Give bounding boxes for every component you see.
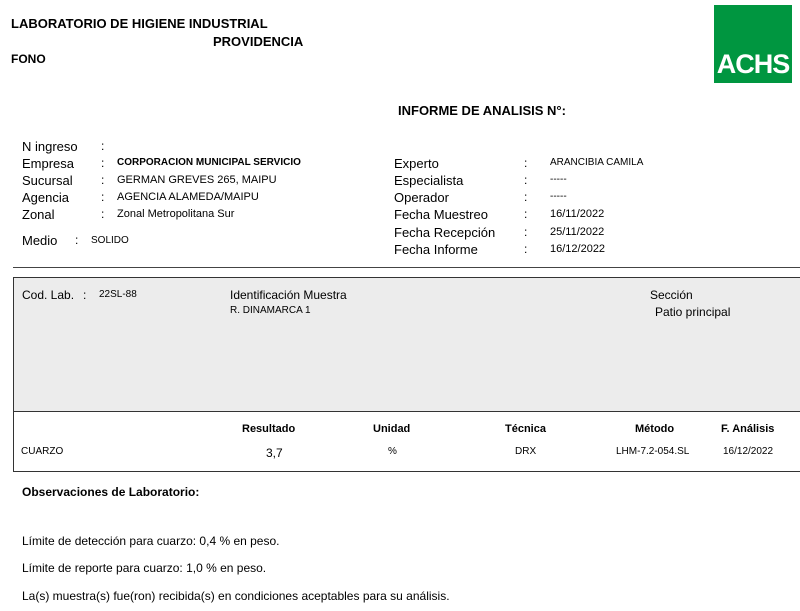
section-value: Patio principal [655, 305, 731, 319]
sample-id-label: Identificación Muestra [230, 288, 347, 302]
observations-title: Observaciones de Laboratorio: [22, 485, 200, 499]
ingreso-label: N ingreso [22, 139, 78, 154]
empresa-label: Empresa [22, 156, 75, 171]
fecha-informe-value: 16/12/2022 [550, 243, 606, 255]
fecha-muestreo-sep: : [524, 207, 528, 221]
cod-lab-sep: : [83, 288, 87, 302]
phone-label: FONO [11, 52, 46, 66]
section-divider [13, 267, 800, 268]
cod-lab-value: 22SL-88 [99, 289, 137, 300]
agencia-sep: : [101, 190, 105, 204]
observation-line: Límite de detección para cuarzo: 0,4 % en peso. [22, 534, 280, 548]
achs-logo-text: ACHS [716, 49, 790, 79]
medio-label: Medio [22, 233, 58, 248]
fecha-muestreo-value: 16/11/2022 [550, 208, 605, 220]
medio-sep: : [75, 233, 79, 247]
fecha-informe-label: Fecha Informe [394, 242, 478, 257]
fecha-muestreo-label: Fecha Muestreo [394, 207, 488, 222]
cod-lab-label: Cod. Lab. [22, 288, 75, 302]
sucursal-label: Sucursal [22, 173, 73, 188]
achs-logo [714, 5, 792, 83]
observation-line: La(s) muestra(s) fue(ron) recibida(s) en condiciones aceptables para su análisis. [22, 589, 450, 603]
ingreso-sep: : [101, 139, 105, 153]
operador-value: ----- [550, 191, 567, 202]
sucursal-value: GERMAN GREVES 265, MAIPU [117, 174, 277, 186]
col-header-tecnica: Técnica [505, 423, 546, 435]
experto-label: Experto [394, 156, 439, 171]
cell-tecnica: DRX [515, 446, 537, 457]
operador-label: Operador [394, 190, 449, 205]
zonal-sep: : [101, 207, 105, 221]
especialista-value: ----- [550, 174, 567, 185]
sucursal-sep: : [101, 173, 105, 187]
empresa-value: CORPORACION MUNICIPAL SERVICIO [117, 157, 301, 168]
especialista-sep: : [524, 173, 528, 187]
fecha-recepcion-value: 25/11/2022 [550, 226, 605, 238]
empresa-sep: : [101, 156, 105, 170]
experto-sep: : [524, 156, 528, 170]
zonal-value: Zonal Metropolitana Sur [117, 208, 235, 220]
col-header-metodo: Método [635, 423, 675, 435]
sample-id-value: R. DINAMARCA 1 [230, 305, 311, 316]
results-table [13, 411, 800, 472]
fecha-recepcion-sep: : [524, 225, 528, 239]
cell-unidad: % [388, 446, 397, 457]
col-header-unidad: Unidad [373, 423, 411, 435]
medio-value: SOLIDO [91, 235, 129, 246]
observation-line: Límite de reporte para cuarzo: 1,0 % en peso. [22, 561, 267, 575]
col-header-resultado: Resultado [242, 423, 296, 435]
cell-metodo: LHM-7.2-054.SL [616, 446, 690, 457]
cell-resultado: 3,7 [266, 446, 283, 460]
fecha-informe-sep: : [524, 242, 528, 256]
report-title: INFORME DE ANALISIS N°: [398, 103, 566, 118]
lab-name: LABORATORIO DE HIGIENE INDUSTRIAL [11, 16, 268, 31]
operador-sep: : [524, 190, 528, 204]
especialista-label: Especialista [394, 173, 464, 188]
agencia-value: AGENCIA ALAMEDA/MAIPU [117, 191, 259, 203]
fecha-recepcion-label: Fecha Recepción [394, 225, 496, 240]
experto-value: ARANCIBIA CAMILA [550, 157, 644, 168]
col-header-fecha: F. Análisis [721, 423, 775, 435]
zonal-label: Zonal [22, 207, 55, 222]
cell-analito: CUARZO [21, 446, 64, 457]
lab-city: PROVIDENCIA [213, 34, 304, 49]
agencia-label: Agencia [22, 190, 69, 205]
cell-fecha: 16/12/2022 [723, 446, 774, 457]
section-label: Sección [650, 288, 693, 302]
